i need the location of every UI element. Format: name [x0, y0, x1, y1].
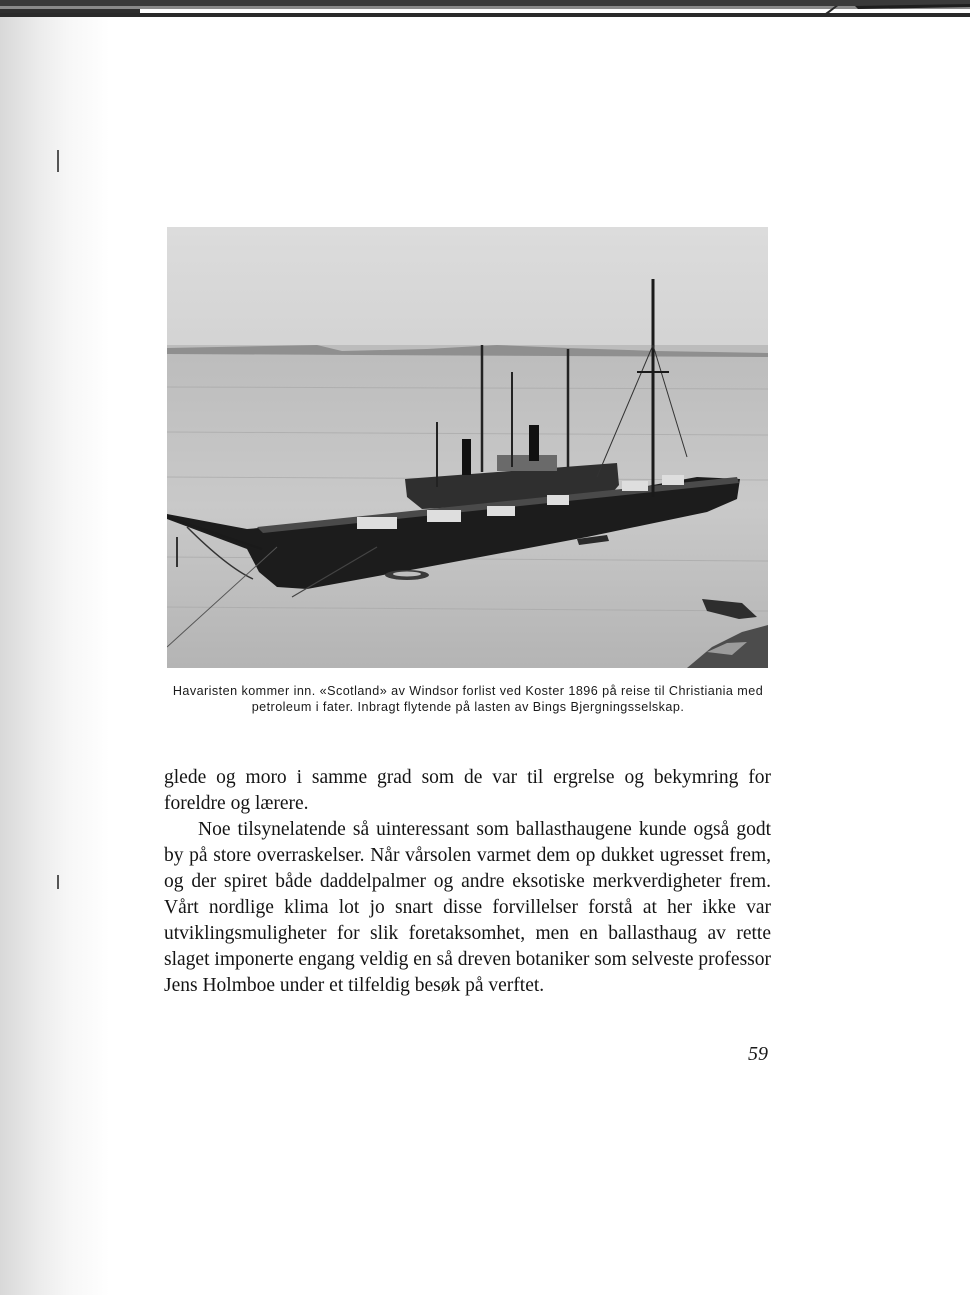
scan-artifact — [57, 150, 59, 172]
paragraph: Noe tilsynelatende så uinteressant som ballasthaugene kunde også godt by på store overraskelser. Når vårsolen varmet dem op dukket ugresset frem, og der spiret både daddelpalmer og andre eksotiske merkverdigheter frem. Vårt nordlige klima lot jo snart disse forvillelser forstå at her ikke var utviklingsmuligheter for slik foretaksomhet, men en ballasthaug av rette slaget imponerte engang veldig en så dreven botaniker som selveste professor Jens Holmboe under et tilfeldig besøk på verftet. — [164, 819, 771, 996]
body-text — [164, 765, 771, 999]
paragraph: glede og moro i samme grad som de var til ergrelse og bekymring for foreldre og lærere. — [164, 767, 771, 814]
scan-artifact — [57, 875, 59, 889]
figure-caption: Havaristen kommer inn. «Scotland» av Windsor forlist ved Koster 1896 på reise til Christiania med petroleum i fater. Inbragt flytende på lasten av Bings Bjergningsselskap. — [172, 684, 764, 714]
ship-photograph — [167, 227, 768, 668]
scan-top-edge — [0, 0, 970, 20]
page-number: 59 — [748, 1043, 768, 1065]
